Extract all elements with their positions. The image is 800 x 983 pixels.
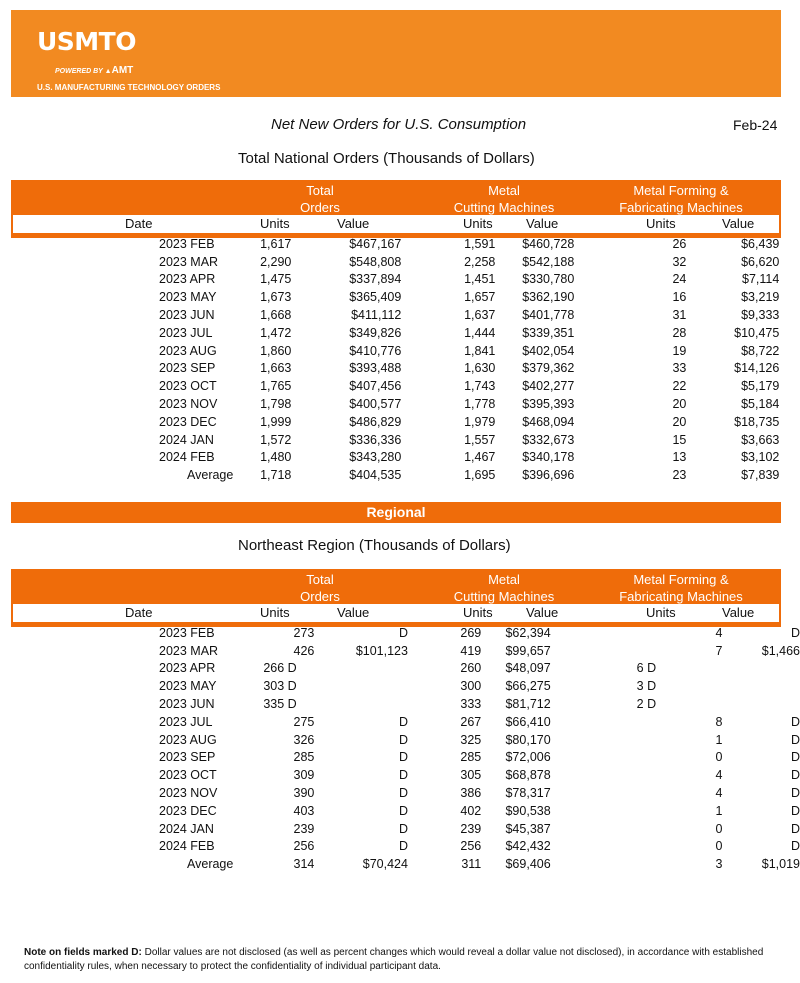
group-total-orders — [275, 571, 365, 605]
cell-fu: 28 — [672, 325, 687, 340]
cell-date: 2023 APR — [159, 661, 216, 676]
cell-mu: 402 — [460, 803, 482, 818]
cell-mv: $78,317 — [505, 786, 551, 801]
cell-date: 2023 AUG — [159, 732, 217, 747]
table-row — [11, 342, 779, 360]
usmto-logo: USMTO — [37, 27, 136, 56]
cell-fu: 15 — [672, 432, 687, 447]
cell-tu: 1,617 — [260, 236, 292, 251]
cell-date: 2023 MAY — [159, 290, 217, 305]
cell-fu: 22 — [672, 379, 687, 394]
cell-mu: 239 — [460, 821, 482, 836]
cell-tv: $365,409 — [349, 290, 402, 305]
cell-tv: D — [398, 821, 408, 836]
cell-date: 2023 FEB — [159, 625, 215, 640]
cell-tv — [314, 677, 408, 695]
average-row — [11, 855, 800, 873]
cell-date: 2024 FEB — [159, 839, 215, 854]
cell-tu: 2,290 — [260, 254, 292, 269]
cell-mu: 1,637 — [464, 308, 496, 323]
cell-tv: D — [398, 625, 408, 640]
cell-mv: $81,712 — [505, 697, 551, 712]
cell-tu: 256 — [293, 839, 315, 854]
table-row — [11, 253, 779, 271]
national-table — [11, 235, 779, 484]
cell-tv: $400,577 — [349, 397, 402, 412]
cell-tv: $486,829 — [349, 414, 402, 429]
cell-fv: $7,839 — [741, 468, 780, 483]
cell-fv: $3,219 — [741, 290, 780, 305]
cell-fu: 0 — [715, 839, 723, 854]
col-cutting-value: Value — [526, 605, 559, 620]
group-metal-forming — [601, 182, 761, 216]
cell-tv: D — [398, 786, 408, 801]
cell-tv — [314, 695, 408, 713]
cell-date: 2024 JAN — [159, 821, 214, 836]
cell-mu: 311 — [461, 857, 482, 872]
cell-tv: D — [398, 839, 408, 854]
cell-date: 2023 NOV — [159, 397, 218, 412]
cell-fu: 3 D — [636, 679, 657, 694]
cell-mu: 419 — [460, 643, 482, 658]
national-section-title: Total National Orders (Thousands of Dollars) — [238, 150, 535, 167]
group-line: Fabricating Machines — [619, 200, 743, 215]
cell-fv — [722, 660, 800, 678]
cell-tv: $70,424 — [362, 857, 408, 872]
cell-mu: 325 — [460, 732, 482, 747]
cell-tu: 1,572 — [260, 432, 292, 447]
cell-tv: $343,280 — [349, 450, 402, 465]
cell-mu: 1,841 — [464, 343, 496, 358]
group-line: Metal — [488, 572, 520, 587]
cell-fv: $10,475 — [734, 325, 780, 340]
table-row — [11, 324, 779, 342]
table-row — [11, 360, 779, 378]
cell-mv: $542,188 — [522, 254, 575, 269]
cell-fv: D — [790, 786, 800, 801]
cell-tv: $548,808 — [349, 254, 402, 269]
cell-fv: $7,114 — [742, 272, 780, 287]
cell-fu: 13 — [672, 450, 687, 465]
report-date: Feb-24 — [733, 117, 778, 133]
cell-date: 2023 SEP — [159, 361, 216, 376]
col-forming-value: Value — [722, 605, 755, 620]
cell-mu: 269 — [460, 625, 482, 640]
col-forming-units: Units — [646, 605, 676, 620]
cell-mu: 1,979 — [464, 414, 496, 429]
northeast-table — [11, 624, 800, 873]
table-row — [11, 377, 779, 395]
cell-tu: 1,668 — [260, 308, 292, 323]
group-metal-forming — [601, 571, 761, 605]
cell-mu: 2,258 — [464, 254, 496, 269]
cell-mv: $42,432 — [505, 839, 551, 854]
cell-fv: $3,663 — [741, 432, 780, 447]
northeast-section-title: Northeast Region (Thousands of Dollars) — [238, 537, 511, 554]
cell-tu: 1,480 — [260, 450, 292, 465]
col-forming-value: Value — [722, 216, 755, 231]
amt-logo-icon: ▲ — [104, 68, 112, 75]
cell-date: 2023 JUN — [159, 697, 215, 712]
cell-mu: 267 — [460, 714, 482, 729]
cell-date: 2023 JUN — [159, 308, 215, 323]
cell-tu: 1,860 — [260, 343, 292, 358]
cell-mv: $62,394 — [505, 625, 551, 640]
cell-mv: $402,054 — [522, 343, 575, 358]
group-line: Total — [306, 572, 334, 587]
powered-by-amt — [55, 65, 133, 76]
cell-mu: 300 — [460, 679, 482, 694]
cell-mu: 1,444 — [464, 325, 496, 340]
group-line: Orders — [300, 200, 340, 215]
cell-tv: $336,336 — [349, 432, 402, 447]
cell-tu: 309 — [293, 768, 315, 783]
cell-mv: $80,170 — [505, 732, 551, 747]
column-header-row — [11, 604, 781, 624]
cell-mu: 1,743 — [464, 379, 496, 394]
regional-section-bar: Regional — [11, 502, 781, 523]
cell-mv: $362,190 — [522, 290, 575, 305]
cell-tu: 1,475 — [260, 272, 292, 287]
cell-fv: $1,466 — [761, 643, 800, 658]
group-line: Total — [306, 183, 334, 198]
cell-mu: 1,657 — [464, 290, 496, 305]
cell-mv: $72,006 — [505, 750, 551, 765]
cell-fu: 23 — [672, 468, 687, 483]
cell-fv: D — [790, 768, 800, 783]
cell-mv: $90,538 — [505, 803, 551, 818]
note-label: Note on fields marked D: — [24, 947, 142, 958]
cell-tv: $404,535 — [349, 468, 402, 483]
cell-date: 2023 JUL — [159, 325, 213, 340]
cell-fv: $14,126 — [734, 361, 780, 376]
cell-mv: $402,277 — [522, 379, 575, 394]
cell-mv: $396,696 — [522, 468, 575, 483]
cell-fv: $3,102 — [741, 450, 780, 465]
amt-brand: AMT — [111, 65, 134, 76]
cell-tu: 426 — [293, 643, 315, 658]
cell-tu: 266 D — [263, 661, 297, 676]
col-date: Date — [125, 605, 153, 620]
cell-tu: 335 D — [263, 697, 297, 712]
cell-tu: 273 — [293, 625, 315, 640]
cell-fv — [722, 677, 800, 695]
cell-fv: D — [790, 839, 800, 854]
cell-tu: 239 — [293, 821, 315, 836]
cell-tv: $407,456 — [349, 379, 402, 394]
cell-fu: 16 — [672, 290, 687, 305]
note-text: Dollar values are not disclosed (as well as percent changes which would reveal a dollar value not disclosed), in accordance with established confidentiality rules, when necessary to protect the confidentiality of individual participant data. — [24, 947, 764, 972]
cell-tv: $393,488 — [349, 361, 402, 376]
table-row — [11, 642, 800, 660]
cell-fu: 26 — [672, 236, 687, 251]
cell-fu: 8 — [715, 714, 723, 729]
cell-tu: 1,673 — [260, 290, 292, 305]
cell-date: 2023 DEC — [159, 414, 217, 429]
group-line: Metal Forming & — [633, 183, 729, 198]
cell-mv: $66,410 — [505, 714, 551, 729]
cell-fu: 0 — [715, 821, 723, 836]
cell-tv: $410,776 — [349, 343, 402, 358]
cell-mu: 1,778 — [464, 397, 496, 412]
cell-tu: 326 — [293, 732, 315, 747]
cell-fu: 7 — [715, 643, 723, 658]
group-line: Cutting Machines — [453, 589, 555, 604]
cell-fv: $5,179 — [741, 379, 780, 394]
cell-date: 2023 MAR — [159, 643, 219, 658]
cell-fv: $6,439 — [741, 236, 780, 251]
table-row — [11, 288, 779, 306]
cell-mv: $379,362 — [522, 361, 575, 376]
table-row — [11, 731, 800, 749]
table-row — [11, 820, 800, 838]
cell-tu: 1,999 — [260, 414, 292, 429]
cell-mv: $395,393 — [522, 397, 575, 412]
cell-fv: $1,019 — [761, 857, 800, 872]
cell-fu: 24 — [672, 272, 687, 287]
table-row — [11, 838, 800, 856]
cell-mv: $468,094 — [522, 414, 575, 429]
cell-date: 2023 DEC — [159, 803, 217, 818]
cell-mv: $401,778 — [522, 308, 575, 323]
table-row — [11, 784, 800, 802]
cell-fv: $6,620 — [741, 254, 780, 269]
report-title: Net New Orders for U.S. Consumption — [271, 116, 527, 133]
cell-tv: D — [398, 714, 408, 729]
cell-date: 2023 APR — [159, 272, 216, 287]
cell-fu: 19 — [672, 343, 687, 358]
cell-date: 2023 FEB — [159, 236, 215, 251]
cell-mv: $45,387 — [505, 821, 551, 836]
cell-tv: $337,894 — [349, 272, 402, 287]
cell-mv: $460,728 — [522, 236, 575, 251]
group-line: Metal — [488, 183, 520, 198]
cell-fu: 0 — [715, 750, 723, 765]
cell-tv: $411,112 — [351, 308, 402, 323]
col-total-units: Units — [260, 605, 290, 620]
table-row — [11, 677, 800, 695]
col-cutting-units: Units — [463, 605, 493, 620]
group-metal-cutting — [429, 182, 579, 216]
cell-mu: 256 — [460, 839, 482, 854]
cell-mu: 260 — [460, 661, 482, 676]
cell-mv: $69,406 — [505, 857, 551, 872]
cell-date: 2023 MAY — [159, 679, 217, 694]
confidentiality-note — [24, 946, 774, 974]
cell-date: Average — [187, 468, 234, 483]
cell-fv: $18,735 — [734, 414, 780, 429]
northeast-table-header — [11, 569, 781, 627]
cell-fv: D — [790, 714, 800, 729]
col-total-units: Units — [260, 216, 290, 231]
table-row — [11, 713, 800, 731]
cell-date: 2023 OCT — [159, 379, 217, 394]
table-row — [11, 624, 800, 642]
cell-fv: D — [790, 821, 800, 836]
col-cutting-value: Value — [526, 216, 559, 231]
group-line: Orders — [300, 589, 340, 604]
cell-mu: 285 — [460, 750, 482, 765]
cell-tu: 1,663 — [260, 361, 292, 376]
cell-fu: 4 — [715, 768, 723, 783]
cell-fv: D — [790, 625, 800, 640]
cell-fu: 4 — [715, 625, 723, 640]
cell-fu: 31 — [672, 308, 687, 323]
cell-fu: 3 — [715, 857, 723, 872]
cell-mv: $48,097 — [505, 661, 551, 676]
national-table-header — [11, 180, 781, 238]
cell-mv: $99,657 — [505, 643, 551, 658]
cell-mu: 1,630 — [464, 361, 496, 376]
cell-tu: 314 — [293, 857, 315, 872]
cell-tu: 285 — [293, 750, 315, 765]
table-row — [11, 695, 800, 713]
table-row — [11, 449, 779, 467]
cell-fv: D — [790, 803, 800, 818]
cell-mu: 386 — [460, 786, 482, 801]
cell-fu: 20 — [672, 397, 687, 412]
cell-fv: $5,184 — [741, 397, 780, 412]
cell-tu: 1,472 — [260, 325, 292, 340]
cell-tu: 275 — [293, 714, 315, 729]
cell-date: 2023 MAR — [159, 254, 219, 269]
cell-mv: $332,673 — [522, 432, 575, 447]
cell-fu: 6 D — [636, 661, 657, 676]
col-date: Date — [125, 216, 153, 231]
cell-date: 2024 JAN — [159, 432, 214, 447]
cell-date: 2023 SEP — [159, 750, 216, 765]
table-row — [11, 413, 779, 431]
cell-tv: D — [398, 803, 408, 818]
cell-fv: $8,722 — [741, 343, 780, 358]
powered-by-label: POWERED BY — [55, 68, 103, 75]
cell-mu: 1,557 — [464, 432, 496, 447]
cell-date: 2024 FEB — [159, 450, 215, 465]
cell-fu: 2 D — [636, 697, 657, 712]
col-cutting-units: Units — [463, 216, 493, 231]
cell-mu: 1,695 — [464, 468, 496, 483]
banner-subtitle: U.S. MANUFACTURING TECHNOLOGY ORDERS — [37, 83, 221, 92]
table-row — [11, 306, 779, 324]
cell-tv — [314, 660, 408, 678]
table-row — [11, 749, 800, 767]
group-total-orders — [275, 182, 365, 216]
cell-tv: D — [398, 768, 408, 783]
cell-mu: 305 — [460, 768, 482, 783]
cell-fu: 32 — [672, 254, 687, 269]
cell-tv: $101,123 — [355, 643, 408, 658]
cell-tv: $467,167 — [349, 236, 402, 251]
group-line: Fabricating Machines — [619, 589, 743, 604]
table-row — [11, 235, 779, 253]
cell-date: Average — [187, 857, 234, 872]
cell-fu: 1 — [715, 803, 723, 818]
group-line: Metal Forming & — [633, 572, 729, 587]
cell-mu: 333 — [460, 697, 482, 712]
cell-tu: 1,765 — [260, 379, 292, 394]
group-line: Cutting Machines — [453, 200, 555, 215]
usmto-banner — [11, 10, 781, 97]
cell-mv: $68,878 — [505, 768, 551, 783]
table-row — [11, 395, 779, 413]
average-row — [11, 466, 779, 484]
cell-fu: 4 — [715, 786, 723, 801]
cell-mu: 1,451 — [464, 272, 496, 287]
cell-tu: 303 D — [263, 679, 297, 694]
cell-date: 2023 OCT — [159, 768, 217, 783]
cell-fv: D — [790, 732, 800, 747]
cell-date: 2023 JUL — [159, 714, 213, 729]
cell-tu: 1,718 — [260, 468, 292, 483]
column-header-row — [11, 215, 781, 235]
cell-fu: 20 — [672, 414, 687, 429]
cell-tu: 403 — [293, 803, 315, 818]
group-metal-cutting — [429, 571, 579, 605]
cell-tv: D — [398, 750, 408, 765]
cell-tu: 390 — [293, 786, 315, 801]
cell-mv: $330,780 — [522, 272, 575, 287]
cell-date: 2023 NOV — [159, 786, 218, 801]
table-row — [11, 766, 800, 784]
cell-mv: $66,275 — [505, 679, 551, 694]
table-row — [11, 431, 779, 449]
cell-tu: 1,798 — [260, 397, 292, 412]
cell-fv — [722, 695, 800, 713]
cell-fu: 1 — [715, 732, 723, 747]
cell-date: 2023 AUG — [159, 343, 217, 358]
table-row — [11, 802, 800, 820]
cell-mu: 1,591 — [464, 236, 496, 251]
cell-tv: D — [398, 732, 408, 747]
table-row — [11, 271, 779, 289]
cell-mv: $339,351 — [522, 325, 575, 340]
col-total-value: Value — [337, 605, 370, 620]
cell-mu: 1,467 — [464, 450, 496, 465]
col-forming-units: Units — [646, 216, 676, 231]
table-row — [11, 660, 800, 678]
cell-mv: $340,178 — [522, 450, 575, 465]
cell-tv: $349,826 — [349, 325, 402, 340]
cell-fv: $9,333 — [741, 308, 780, 323]
col-total-value: Value — [337, 216, 370, 231]
cell-fv: D — [790, 750, 800, 765]
cell-fu: 33 — [672, 361, 687, 376]
